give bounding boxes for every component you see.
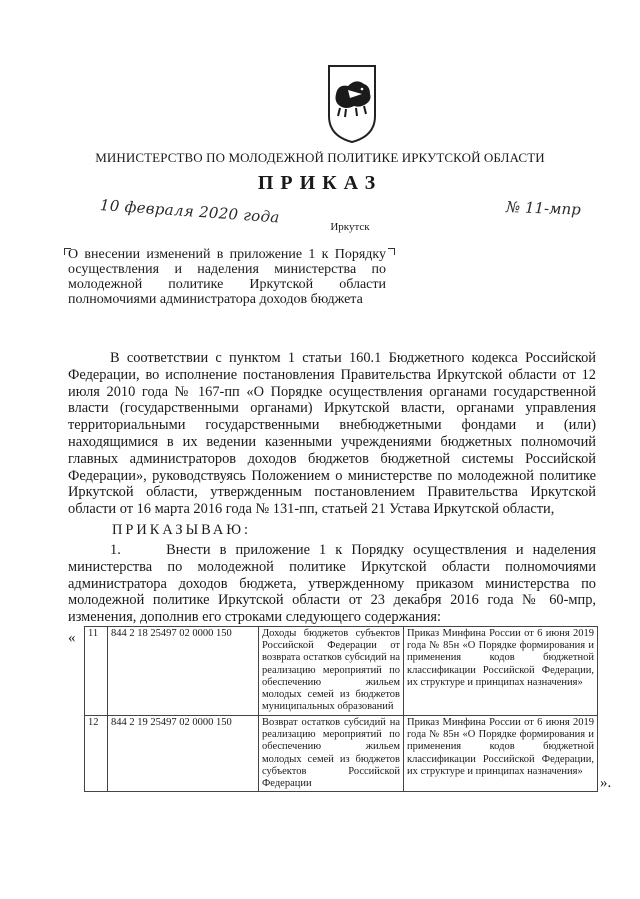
quote-open: « [68,630,76,646]
city: Иркутск [330,221,370,233]
income-name: Возврат остатков субсидий на реализацию мероприятий по обеспечению жильем молодых семей из бюджетов субъектов Российской Федерации [259,716,404,792]
item-1-paragraph: 1. Внести в приложение 1 к Порядку осуществления и наделения министерства по молодежной политике Иркутской области полномочиями администратора доходов бюджета, утвержденному приказом министерства по молодежной политике Иркутской области от 23 декабря 2016 года № 60-мпр, изменения, дополнив его строками следующего содержания: [68,542,596,626]
budget-code: 844 2 18 25497 02 0000 150 [108,627,259,716]
income-name: Доходы бюджетов субъектов Российской Федерации от возврата остатков субсидий на реализацию мероприятий по обеспечению жильем молодых семей из бюджетов муниципальных образований [259,627,404,716]
irkutsk-coat-of-arms-icon [326,64,378,144]
legal-basis: Приказ Минфина России от 6 июня 2019 года № 85н «О Порядке формирования и применения кодов бюджетной классификации Российской Федерации, их структуре и принципах назначения» [404,716,598,792]
row-number: 12 [85,716,108,792]
budget-code: 844 2 19 25497 02 0000 150 [108,716,259,792]
preamble-paragraph: В соответствии с пунктом 1 статьи 160.1 Бюджетного кодекса Российской Федерации, во исполнение постановления Правительства Иркутской области от 12 июля 2010 года № 167-пп «О Порядке осуществления органами государственной власти (государственными органами) Иркутской власти, органами управления территориальными государственными внебюджетными фондами и (или) находящимися в их ведении казенными учреждениями бюджетных полномочий главных администраторов доходов бюджетов бюджетной системы Российской Федерации», руководствуясь Положением о министерстве по молодежной политике Иркутской области, утвержденным постановлением Правительства Иркутской области от 16 марта 2016 года № 131-пп, статьей 21 Устава Иркутской области, [68,350,596,518]
subject-corner-right [388,248,395,255]
prikazyvayu-heading: ПРИКАЗЫВАЮ: [112,522,252,538]
quote-close: ». [600,775,612,791]
amendment-table [84,626,598,792]
handwritten-date: 10 февраля 2020 года [99,196,281,227]
order-number: № 11-мпр [505,198,582,219]
order-title: ПРИКАЗ [257,172,383,194]
table-row [85,627,598,716]
legal-basis: Приказ Минфина России от 6 июня 2019 года № 85н «О Порядке формирования и применения кодов бюджетной классификации Российской Федерации, их структуре и принципах назначения» [404,627,598,716]
row-number: 11 [85,627,108,716]
ministry-name: МИНИСТЕРСТВО ПО МОЛОДЕЖНОЙ ПОЛИТИКЕ ИРКУТСКОЙ ОБЛАСТИ [95,150,545,165]
order-subject: О внесении изменений в приложение 1 к Порядку осуществления и наделения министерства по молодежной политике Иркутской области полномочиями администратора доходов бюджета [68,247,386,307]
table-row [85,716,598,792]
